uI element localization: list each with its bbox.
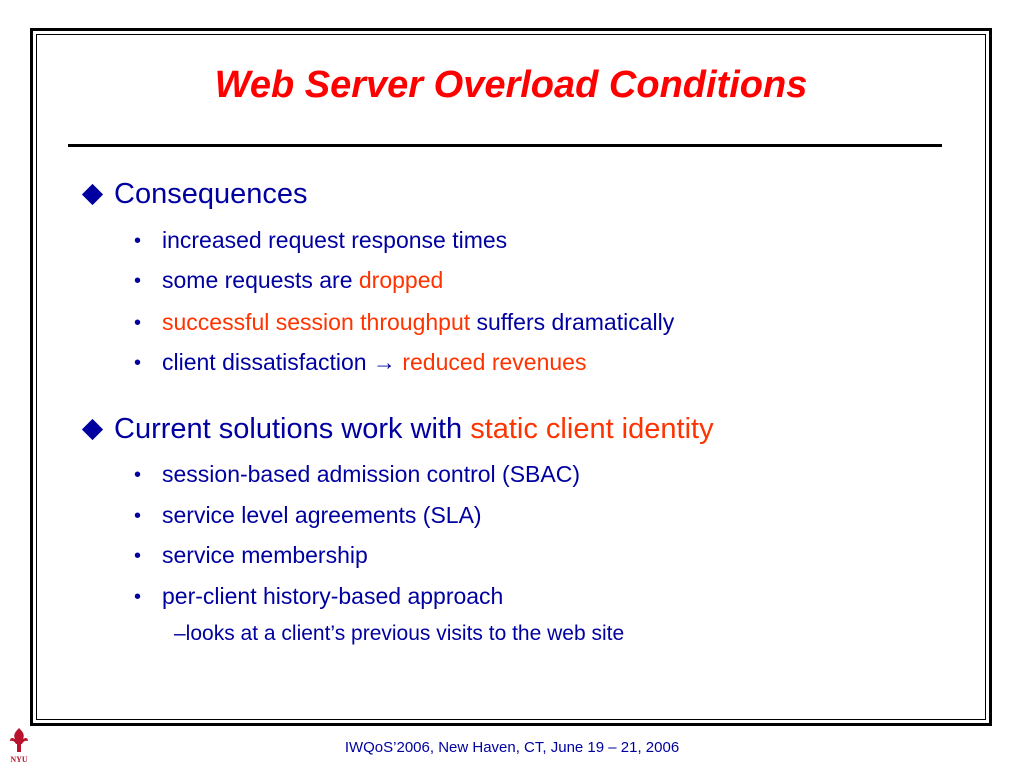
diamond-bullet-icon: [82, 184, 103, 205]
diamond-bullet-icon: [82, 419, 103, 440]
highlight-text: successful session throughput: [162, 309, 471, 335]
bullet-text: client dissatisfaction → reduced revenues: [162, 349, 587, 375]
bullet-item: [134, 227, 507, 254]
bullet-item: [134, 349, 586, 376]
svg-text:NYU: NYU: [10, 755, 28, 764]
round-bullet-icon: •: [134, 269, 142, 292]
slide-footer: IWQoS’2006, New Haven, CT, June 19 – 21, 2006: [344, 739, 680, 756]
round-bullet-icon: •: [134, 585, 142, 608]
bullet-item: [134, 309, 674, 336]
round-bullet-icon: •: [134, 229, 142, 252]
bullet-text: increased request response times: [162, 227, 508, 253]
bullet-text: some requests are dropped: [162, 267, 444, 293]
highlight-text: static client identity: [470, 413, 714, 445]
bullet-item: [134, 542, 368, 569]
section-heading: Current solutions work with static client identity: [114, 413, 714, 445]
round-bullet-icon: •: [134, 544, 142, 567]
bullet-text: successful session throughput suffers dramatically: [162, 309, 675, 335]
highlight-text: reduced revenues: [402, 349, 587, 375]
bullet-text: session-based admission control (SBAC): [162, 461, 581, 487]
bullet-text: per-client history-based approach: [162, 583, 504, 609]
round-bullet-icon: •: [134, 504, 142, 527]
section-heading: Consequences: [114, 178, 308, 210]
bullet-item: [134, 461, 580, 488]
bullet-item: [134, 267, 443, 294]
round-bullet-icon: •: [134, 463, 142, 486]
sub-bullet-item: –looks at a client’s previous visits to the web site: [174, 622, 625, 645]
bullet-text: service membership: [162, 542, 368, 568]
bullet-item: [134, 583, 503, 610]
bullet-text: service level agreements (SLA): [162, 502, 482, 528]
section-consequences: [82, 178, 307, 211]
round-bullet-icon: •: [134, 351, 142, 374]
slide-title: Web Server Overload Conditions: [214, 64, 808, 106]
round-bullet-icon: •: [134, 311, 142, 334]
section-current-solutions: [82, 413, 714, 446]
highlight-text: dropped: [358, 267, 444, 293]
bullet-item: [134, 502, 482, 529]
